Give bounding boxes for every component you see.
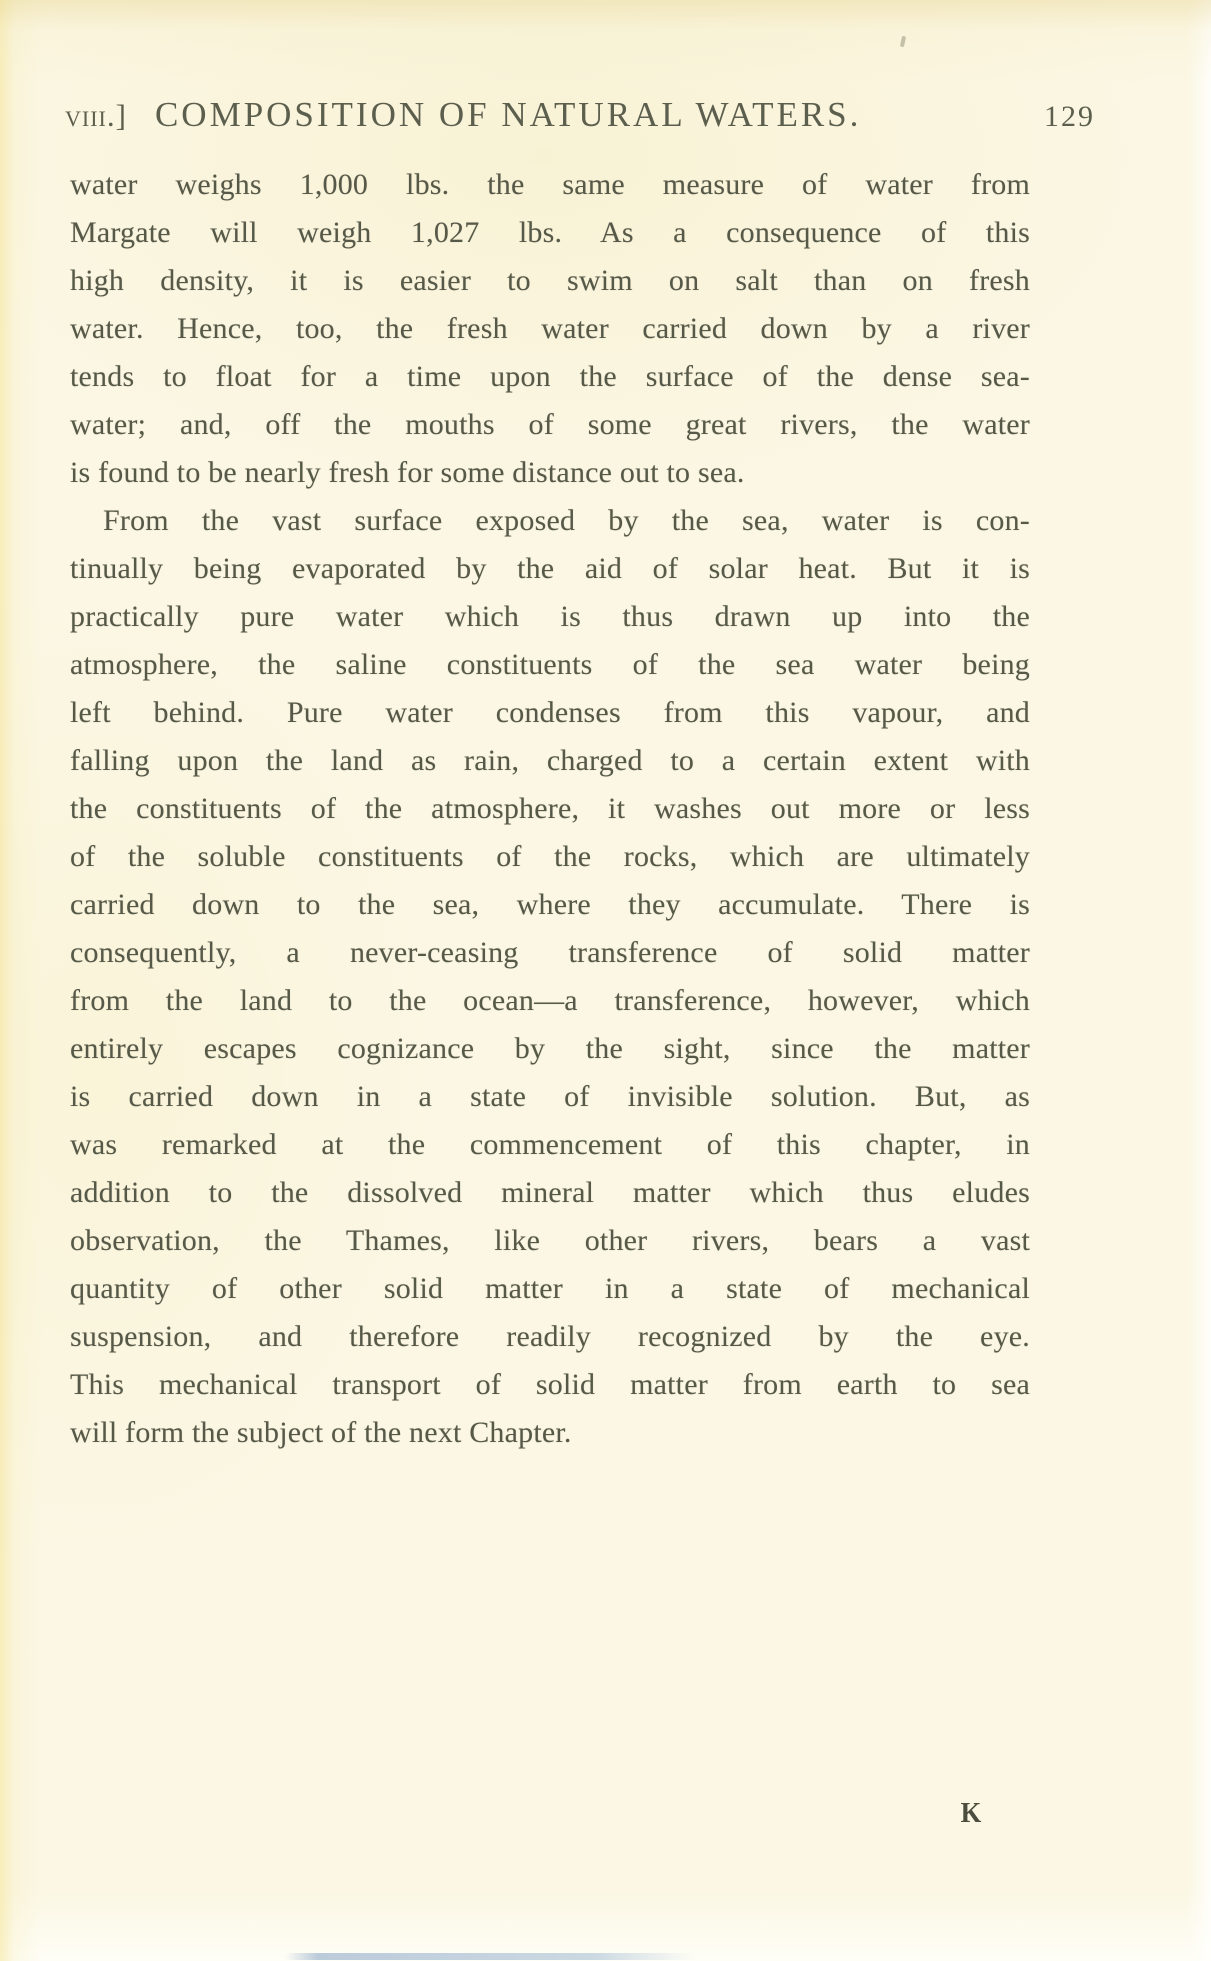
text-line: of the soluble constituents of the rocks, which are ultimately	[70, 840, 1030, 873]
text-line: will form the subject of the next Chapter.	[70, 1416, 572, 1449]
page-text	[70, 161, 1030, 1457]
text-line: suspension, and therefore readily recognized by the eye.	[70, 1320, 1030, 1353]
text-line: From the vast surface exposed by the sea, water is con-	[103, 504, 1030, 537]
text-line: addition to the dissolved mineral matter which thus eludes	[70, 1176, 1030, 1209]
text-line: tends to float for a time upon the surface of the dense sea-	[70, 360, 1030, 393]
chapter-marker: viii.]	[65, 98, 127, 133]
text-line: left behind. Pure water condenses from this vapour, and	[70, 696, 1030, 729]
text-line: was remarked at the commencement of this chapter, in	[70, 1128, 1030, 1161]
scan-artifact-strip	[285, 1953, 695, 1960]
text-line: tinually being evaporated by the aid of solar heat. But it is	[70, 552, 1030, 585]
text-line: water. Hence, too, the fresh water carried down by a river	[70, 312, 1030, 345]
paragraph-2	[70, 497, 1030, 1457]
text-line: observation, the Thames, like other rivers, bears a vast	[70, 1224, 1030, 1257]
text-line: atmosphere, the saline constituents of the sea water being	[70, 648, 1030, 681]
running-title: COMPOSITION OF NATURAL WATERS.	[154, 95, 862, 134]
book-page	[65, 95, 1095, 1457]
text-line: carried down to the sea, where they accumulate. There is	[70, 888, 1030, 921]
text-line: from the land to the ocean—a transference, however, which	[70, 984, 1030, 1017]
page-number: 129	[1044, 100, 1095, 133]
text-line: water weighs 1,000 lbs. the same measure of water from	[70, 168, 1030, 201]
signature-mark: K	[960, 1798, 983, 1829]
text-line: falling upon the land as rain, charged to a certain extent with	[70, 744, 1030, 777]
text-line: Margate will weigh 1,027 lbs. As a consequence of this	[70, 216, 1030, 249]
text-line: high density, it is easier to swim on salt than on fresh	[70, 264, 1030, 297]
running-head	[65, 95, 1095, 141]
scan-speck	[900, 36, 906, 48]
text-line: consequently, a never-ceasing transference of solid matter	[70, 936, 1030, 969]
text-line: is found to be nearly fresh for some distance out to sea.	[70, 456, 745, 489]
text-line: practically pure water which is thus drawn up into the	[70, 600, 1030, 633]
text-line: water; and, off the mouths of some great rivers, the water	[70, 408, 1030, 441]
text-line: entirely escapes cognizance by the sight, since the matter	[70, 1032, 1030, 1065]
paragraph-1	[70, 161, 1030, 497]
text-line: is carried down in a state of invisible solution. But, as	[70, 1080, 1030, 1113]
text-line: quantity of other solid matter in a state of mechanical	[70, 1272, 1030, 1305]
text-line: the constituents of the atmosphere, it washes out more or less	[70, 792, 1030, 825]
text-line: This mechanical transport of solid matter from earth to sea	[70, 1368, 1030, 1401]
